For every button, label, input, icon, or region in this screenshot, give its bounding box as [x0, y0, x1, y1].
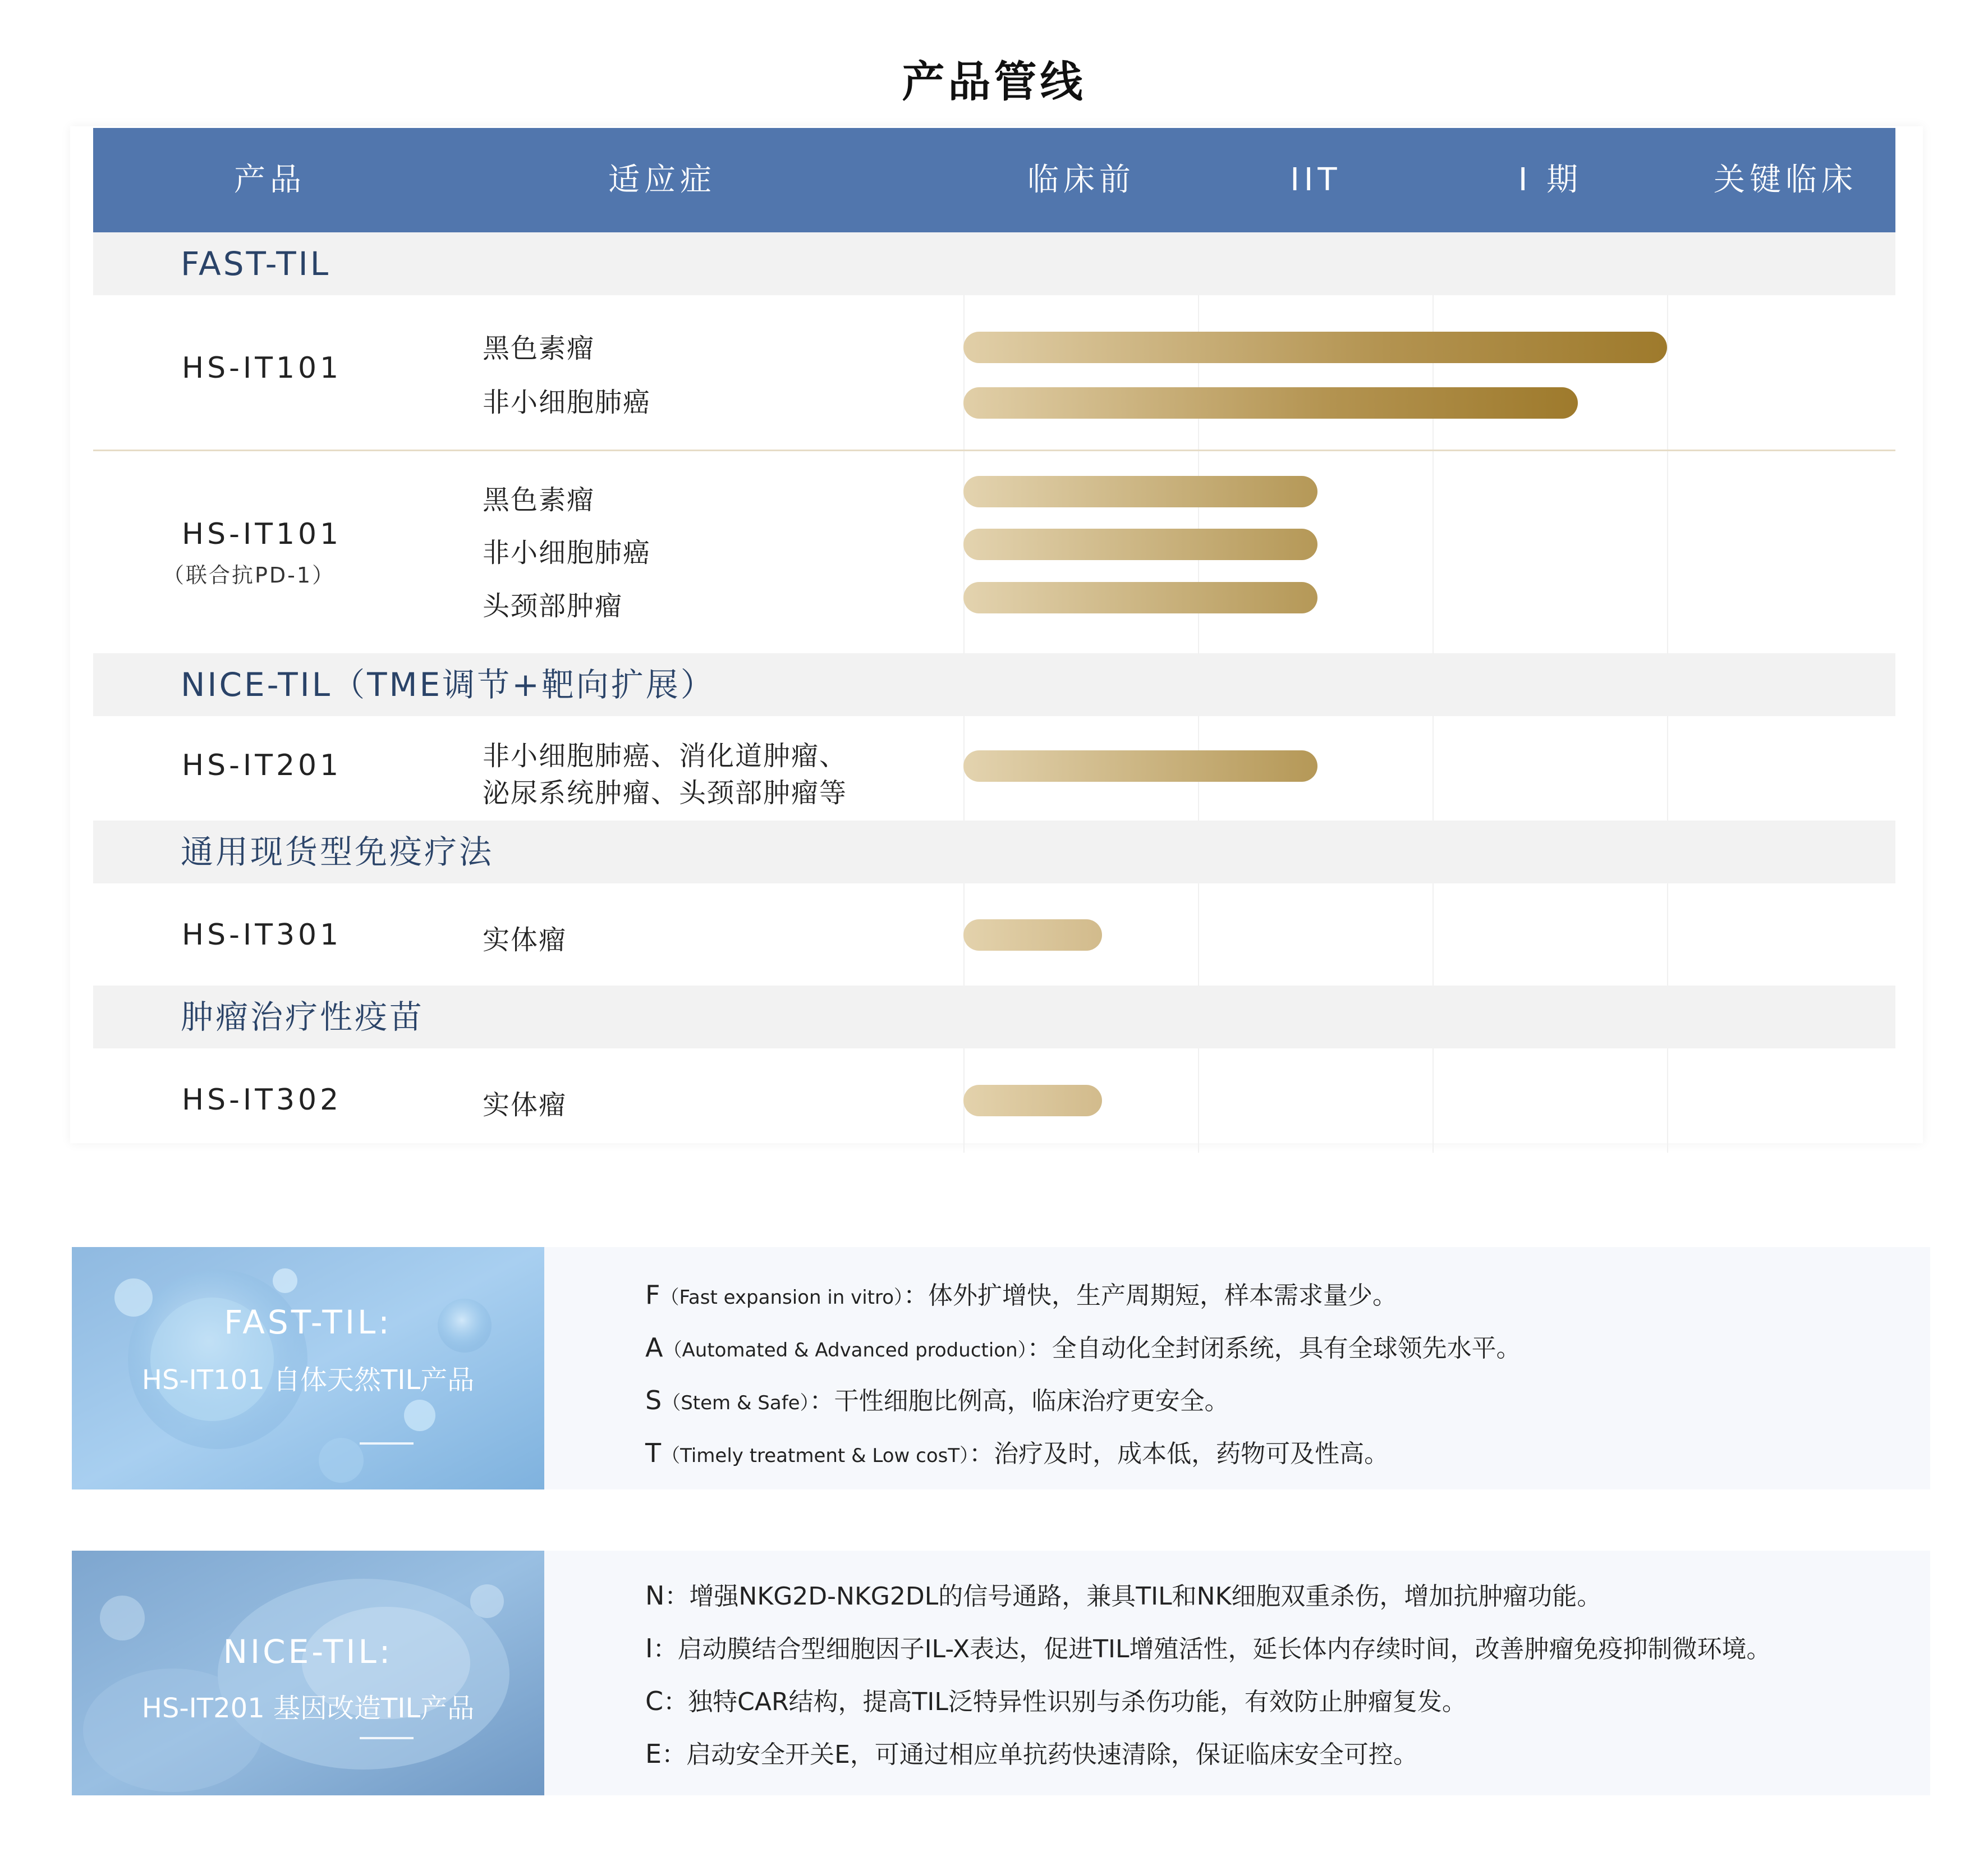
feature-letter: I — [645, 1633, 653, 1663]
feature-english: （Timely treatment & Low cosT） — [661, 1445, 970, 1467]
feature-letter: C — [645, 1686, 664, 1716]
indication-label: 非小细胞肺癌 — [483, 537, 651, 569]
pipeline-bar — [963, 919, 1102, 951]
nice-til-feature — [645, 1681, 1467, 1717]
indication-label: 黑色素瘤 — [483, 484, 595, 516]
section-band — [93, 232, 1895, 295]
section-title-off-the-shelf: 通用现货型免疫疗法 — [181, 833, 494, 871]
feature-description: ：启动安全开关E，可通过相应单抗药快速清除，保证临床安全可控。 — [662, 1740, 1418, 1769]
feature-letter: T — [645, 1438, 662, 1468]
header-stage-iit: IIT — [1290, 162, 1342, 198]
product-name: HS-IT301 — [182, 918, 342, 952]
feature-description: ：增强NKG2D-NKG2DL的信号通路，兼具TIL和NK细胞双重杀伤，增加抗肿瘤功能。 — [664, 1582, 1602, 1611]
fast-til-feature — [645, 1433, 1389, 1469]
pipeline-bar — [963, 332, 1667, 363]
indication-label-line: 非小细胞肺癌、消化道肿瘤、 — [483, 740, 848, 772]
product-subtitle: （联合抗PD-1） — [163, 563, 336, 588]
nice-til-image-subtitle: HS-IT201 基因改造TIL产品 — [141, 1693, 475, 1724]
pipeline-bar — [963, 750, 1317, 782]
feature-letter: F — [645, 1280, 660, 1310]
header-stage-pivotal: 关键临床 — [1714, 162, 1857, 198]
pipeline-bar — [963, 476, 1317, 507]
feature-description: ：治疗及时，成本低，药物可及性高。 — [969, 1440, 1389, 1468]
pipeline-bar — [963, 529, 1317, 560]
feature-description: ：干性细胞比例高，临床治疗更安全。 — [809, 1387, 1229, 1415]
product-name: HS-IT201 — [182, 749, 342, 782]
feature-description: ：体外扩增快，生产周期短，样本需求量少。 — [903, 1281, 1398, 1310]
indication-label: 实体瘤 — [483, 924, 567, 956]
header-stage-preclinical: 临床前 — [1027, 162, 1135, 198]
feature-letter: A — [645, 1332, 663, 1363]
header-product: 产品 — [234, 162, 306, 198]
product-name: HS-IT101 — [182, 517, 342, 551]
feature-english: （Automated & Advanced production） — [663, 1339, 1027, 1362]
fast-til-feature — [645, 1381, 1229, 1417]
pipeline-bar — [963, 1085, 1102, 1116]
indication-label: 实体瘤 — [483, 1089, 567, 1121]
cell-image-graphic — [72, 1551, 544, 1795]
pipeline-bar — [963, 387, 1578, 419]
product-name: HS-IT302 — [182, 1083, 342, 1117]
fast-til-feature — [645, 1275, 1397, 1311]
image-divider — [360, 1442, 414, 1445]
feature-description: ：独特CAR结构，提高TIL泛特异性识别与杀伤功能，有效防止肿瘤复发。 — [663, 1688, 1467, 1716]
pipeline-bar — [963, 582, 1317, 613]
header-indication: 适应症 — [608, 162, 716, 198]
feature-letter: S — [645, 1385, 662, 1415]
section-title-fast-til: FAST-TIL — [181, 245, 331, 283]
nice-til-feature — [645, 1734, 1418, 1770]
feature-letter: N — [645, 1580, 665, 1611]
row-divider — [93, 450, 1895, 451]
feature-english: （Stem & Safe） — [662, 1392, 810, 1414]
indication-label: 非小细胞肺癌 — [483, 387, 651, 418]
feature-letter: E — [645, 1739, 662, 1769]
image-divider — [360, 1737, 414, 1739]
fast-til-image-title: FAST-TIL: — [224, 1303, 392, 1341]
feature-english: （Fast expansion in vitro） — [660, 1286, 904, 1309]
nice-til-feature — [645, 1629, 1771, 1665]
header-stage-phase1: I 期 — [1518, 162, 1583, 198]
fast-til-image — [72, 1247, 544, 1489]
nice-til-feature — [645, 1576, 1601, 1612]
indication-label-line: 泌尿系统肿瘤、头颈部肿瘤等 — [483, 777, 848, 809]
feature-description: ：启动膜结合型细胞因子IL-X表达，促进TIL增殖活性，延长体内存续时间，改善肿瘤免疫抑制微环境。 — [653, 1635, 1771, 1663]
indication-label: 黑色素瘤 — [483, 333, 595, 364]
section-title-nice-til: NICE-TIL（TME调节+靶向扩展） — [181, 666, 715, 704]
fast-til-feature — [645, 1328, 1521, 1364]
feature-description: ：全自动化全封闭系统，具有全球领先水平。 — [1027, 1334, 1521, 1363]
nice-til-image — [72, 1551, 544, 1795]
indication-label: 头颈部肿瘤 — [483, 590, 623, 622]
section-title-vaccine: 肿瘤治疗性疫苗 — [181, 998, 425, 1036]
fast-til-image-subtitle: HS-IT101 自体天然TIL产品 — [141, 1364, 475, 1396]
page-title: 产品管线 — [902, 57, 1086, 107]
nice-til-image-title: NICE-TIL: — [223, 1633, 393, 1671]
product-name: HS-IT101 — [182, 351, 342, 385]
